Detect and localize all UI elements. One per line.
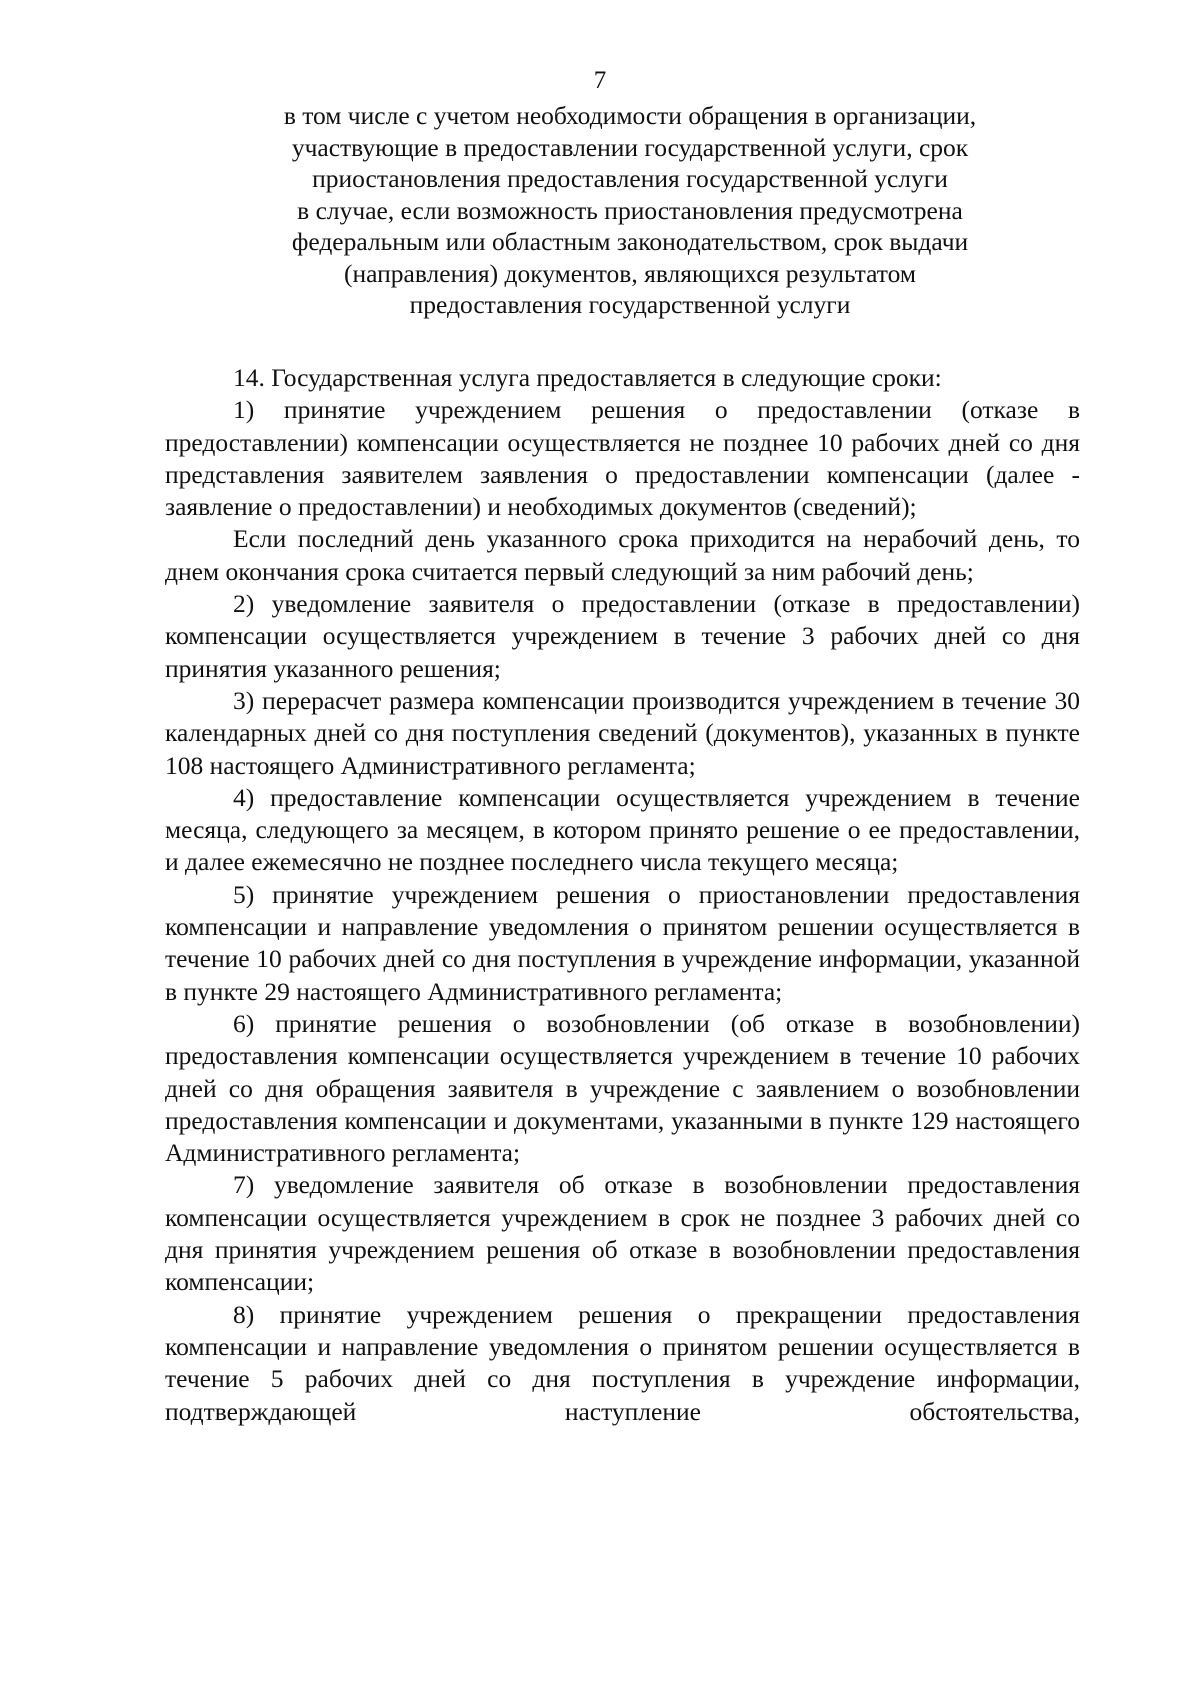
heading-line: федеральным или областным законодательством, срок выдачи	[291, 227, 969, 256]
paragraph-item-2: 2) уведомление заявителя о предоставлении (отказе в предоставлении) компенсации осуществляется учреждением в течение 3 рабочих дней со дня принятия указанного решения;	[165, 589, 1080, 683]
document-body	[165, 362, 1080, 1428]
paragraph-deadline-note: Если последний день указанного срока приходится на нерабочий день, то днем окончания срока считается первый следующий за ним рабочий день;	[165, 524, 1080, 586]
heading-line: в случае, если возможность приостановления предусмотрена	[297, 195, 963, 225]
heading-line: в том числе с учетом необходимости обращения в организации,	[283, 101, 977, 130]
paragraph-item-3: 3) перерасчет размера компенсации производится учреждением в течение 30 календарных дней со дня поступления сведений (документов), указанных в пункте 108 настоящего Административного регламента;	[165, 685, 1080, 780]
paragraph-item-8: 8) принятие учреждением решения о прекращении предоставления компенсации и направление уведомления о принятом решении осуществляется в течение 5 рабочих дней со дня поступления в учреждение информации, подтверждающей наступление обстоятельства,	[165, 1299, 1080, 1426]
heading-line: участвующие в предоставлении государственной услуги, срок	[291, 132, 969, 162]
paragraph-item-6: 6) принятие решения о возобновлении (об отказе в возобновлении) предоставления компенсации осуществляется учреждением в течение 10 рабочих дней со дня обращения заявителя в учреждение с заявлением о возобновлении предоставления компенсации и документами, указанными в пункте 129 настоящего Административного регламента;	[165, 1008, 1080, 1168]
heading-line: (направления) документов, являющихся результатом	[344, 258, 916, 288]
page-number: 7	[593, 67, 607, 94]
section-heading	[200, 100, 1060, 321]
paragraph-14-intro: 14. Государственная услуга предоставляется в следующие сроки:	[233, 363, 942, 392]
paragraph-item-4: 4) предоставление компенсации осуществляется учреждением в течение месяца, следующего за месяцем, в котором принято решение о ее предоставлении, и далее ежемесячно не позднее последнего числа текущего месяца;	[165, 782, 1080, 877]
paragraph-item-1: 1) принятие учреждением решения о предоставлении (отказе в предоставлении) компенсации осуществляется не позднее 10 рабочих дней со дня представления заявителем заявления о предоставлении компенсации (далее - заявление о предоставлении) и необходимых документов (сведений);	[165, 395, 1080, 522]
heading-line: предоставления государственной услуги	[409, 290, 851, 319]
heading-line: приостановления предоставления государственной услуги	[312, 164, 948, 193]
paragraph-item-5: 5) принятие учреждением решения о приостановлении предоставления компенсации и направление уведомления о принятом решении осуществляется в течение 10 рабочих дней со дня поступления в учреждение информации, указанной в пункте 29 настоящего Административного регламента;	[165, 879, 1080, 1006]
paragraph-item-7: 7) уведомление заявителя об отказе в возобновлении предоставления компенсации осуществляется учреждением в срок не позднее 3 рабочих дней со дня принятия учреждением решения об отказе в возобновлении предоставления компенсации;	[165, 1170, 1080, 1297]
